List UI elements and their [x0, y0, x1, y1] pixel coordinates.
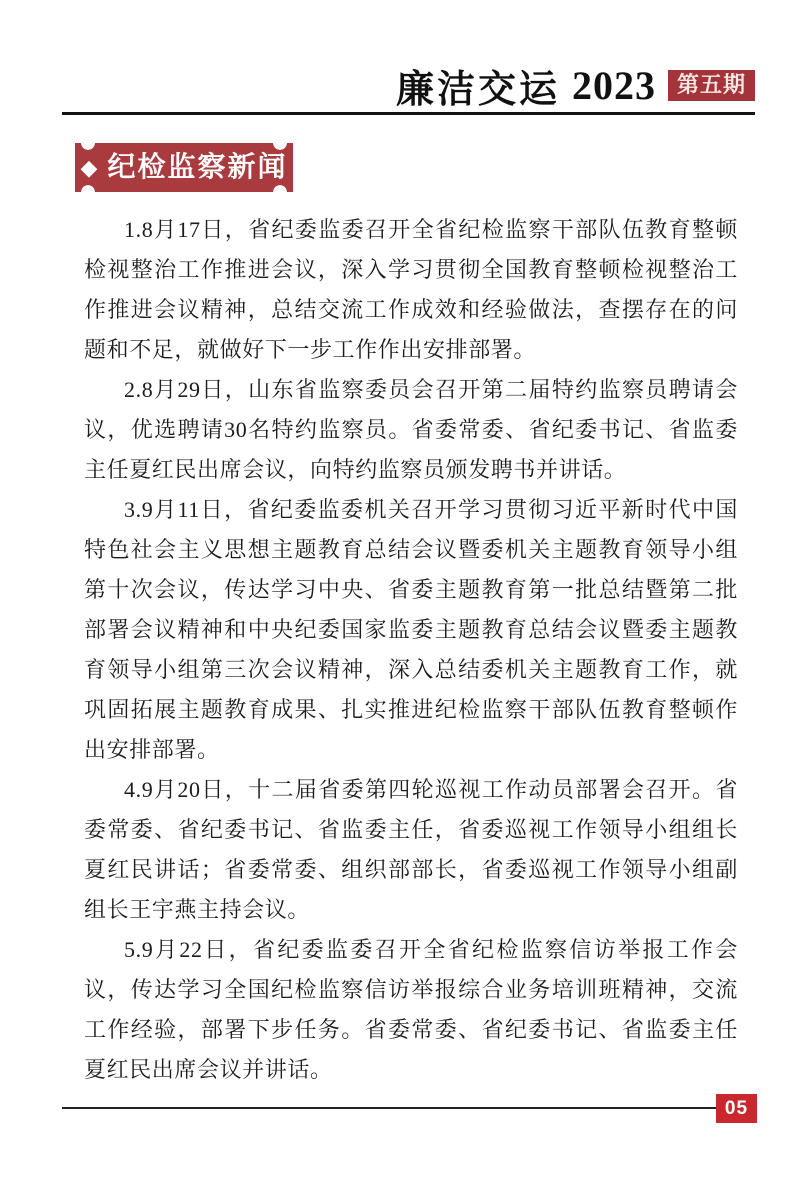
news-paragraph-1: 1.8月17日，省纪委监委召开全省纪检监察干部队伍教育整顿检视整治工作推进会议，深入学习贯彻全国教育整顿检视整治工作推进会议精神，总结交流工作成效和经验做法，查摆存在的问题和不足，就做好下一步工作作出安排部署。: [84, 217, 738, 362]
header-rule: [62, 112, 755, 115]
masthead: [0, 62, 755, 111]
diamond-icon: ◆: [80, 154, 98, 180]
masthead-year: 2023: [571, 62, 656, 108]
issue-badge: 第五期: [668, 70, 755, 101]
page-number-badge: 05: [716, 1094, 757, 1123]
news-paragraph-2: 2.8月29日，山东省监察委员会召开第二届特约监察员聘请会议，优选聘请30名特约监察员。省委常委、省纪委书记、省监委主任夏红民出席会议，向特约监察员颁发聘书并讲话。: [84, 377, 738, 482]
section-title: 纪检监察新闻: [107, 151, 288, 183]
news-paragraph-5: 5.9月22日，省纪委监委召开全省纪检监察信访举报工作会议，传达学习全国纪检监察信访举报综合业务培训班精神，交流工作经验，部署下步任务。省委常委、省纪委书记、省监委主任夏红民出席会议并讲话。: [84, 937, 738, 1082]
section-badge: [75, 143, 293, 192]
news-paragraph-4: 4.9月20日，十二届省委第四轮巡视工作动员部署会召开。省委常委、省纪委书记、省监委主任，省委巡视工作领导小组组长夏红民讲话；省委常委、组织部部长，省委巡视工作领导小组副组长王宇燕主持会议。: [84, 777, 738, 922]
masthead-title: 廉洁交运: [395, 68, 560, 111]
footer-rule: [62, 1107, 717, 1109]
article-body: [84, 210, 738, 1090]
news-paragraph-3: 3.9月11日，省纪委监委机关召开学习贯彻习近平新时代中国特色社会主义思想主题教育总结会议暨委机关主题教育领导小组第十次会议，传达学习中央、省委主题教育第一批总结暨第二批部署会议精神和中央纪委国家监委主题教育总结会议暨委主题教育领导小组第三次会议精神，深入总结委机关主题教育工作，就巩固拓展主题教育成果、扎实推进纪检监察干部队伍教育整顿作出安排部署。: [84, 497, 738, 762]
